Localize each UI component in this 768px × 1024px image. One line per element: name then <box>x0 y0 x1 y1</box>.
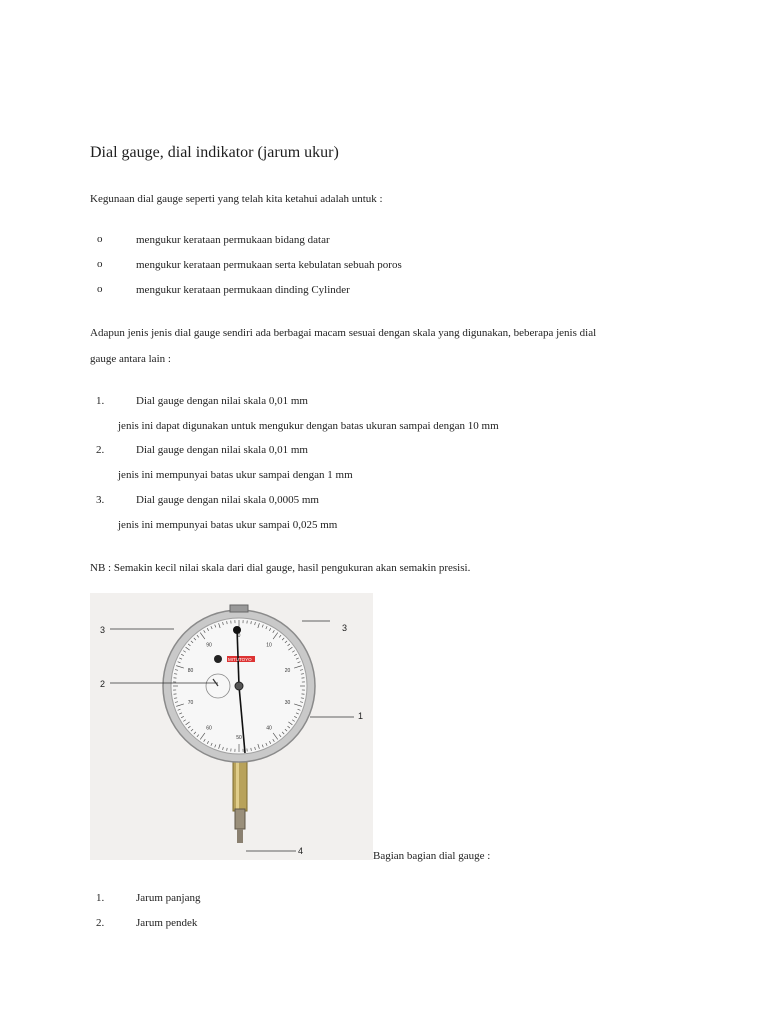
figure-caption: Bagian bagian dial gauge : <box>373 850 491 862</box>
types-intro-line-2: gauge antara lain : <box>90 353 171 365</box>
dial-gauge-figure <box>90 593 373 860</box>
bullet-item: mengukur kerataan permukaan bidang datar <box>136 234 330 246</box>
page-title: Dial gauge, dial indikator (jarum ukur) <box>90 144 339 161</box>
bullet-marker: o <box>97 258 103 270</box>
intro-text: Kegunaan dial gauge seperti yang telah kita ketahui adalah untuk : <box>90 193 383 205</box>
type-description: jenis ini mempunyai batas ukur sampai dengan 1 mm <box>118 469 353 481</box>
dial-scale-label: 90 <box>206 642 212 649</box>
type-title: Dial gauge dengan nilai skala 0,01 mm <box>136 395 308 407</box>
type-number: 2. <box>96 444 105 456</box>
bullet-marker: o <box>97 233 103 245</box>
type-number: 1. <box>96 395 105 407</box>
type-description: jenis ini mempunyai batas ukur sampai 0,025 mm <box>118 519 338 531</box>
dial-scale-label: 80 <box>187 668 194 675</box>
callout-label: 3 <box>100 625 106 635</box>
dial-scale-label: 60 <box>206 725 212 732</box>
callout-label: 4 <box>298 846 304 856</box>
part-number: 1. <box>96 892 105 904</box>
callout-label: 2 <box>100 679 106 689</box>
type-title: Dial gauge dengan nilai skala 0,0005 mm <box>136 494 319 506</box>
part-number: 2. <box>96 917 105 929</box>
note-text: NB : Semakin kecil nilai skala dari dial gauge, hasil pengukuran akan semakin presisi. <box>90 562 471 574</box>
bullet-item: mengukur kerataan permukaan dinding Cylinder <box>136 284 350 296</box>
dial-scale-label: 20 <box>284 668 291 675</box>
dial-scale-label: 70 <box>187 699 194 706</box>
part-label: Jarum panjang <box>136 892 201 904</box>
callout-label: 1 <box>358 711 364 721</box>
dial-scale-label: 0 <box>237 633 241 639</box>
dial-scale-label: 50 <box>236 735 242 741</box>
part-label: Jarum pendek <box>136 917 198 929</box>
brand-label: MITUTOYO <box>228 657 252 662</box>
types-intro-line-1: Adapun jenis jenis dial gauge sendiri ada berbagai macam sesuai dengan skala yang digunakan, beberapa jenis dial <box>90 327 597 339</box>
dial-scale-label: 40 <box>266 725 272 732</box>
bullet-marker: o <box>97 283 103 295</box>
dial-scale-label: 30 <box>284 699 291 706</box>
callout-label: 3 <box>342 623 348 633</box>
bullet-item: mengukur kerataan permukaan serta kebulatan sebuah poros <box>136 259 402 271</box>
type-number: 3. <box>96 494 105 506</box>
dial-scale-label: 10 <box>266 642 272 649</box>
type-description: jenis ini dapat digunakan untuk mengukur dengan batas ukuran sampai dengan 10 mm <box>118 420 499 432</box>
type-title: Dial gauge dengan nilai skala 0,01 mm <box>136 444 308 456</box>
